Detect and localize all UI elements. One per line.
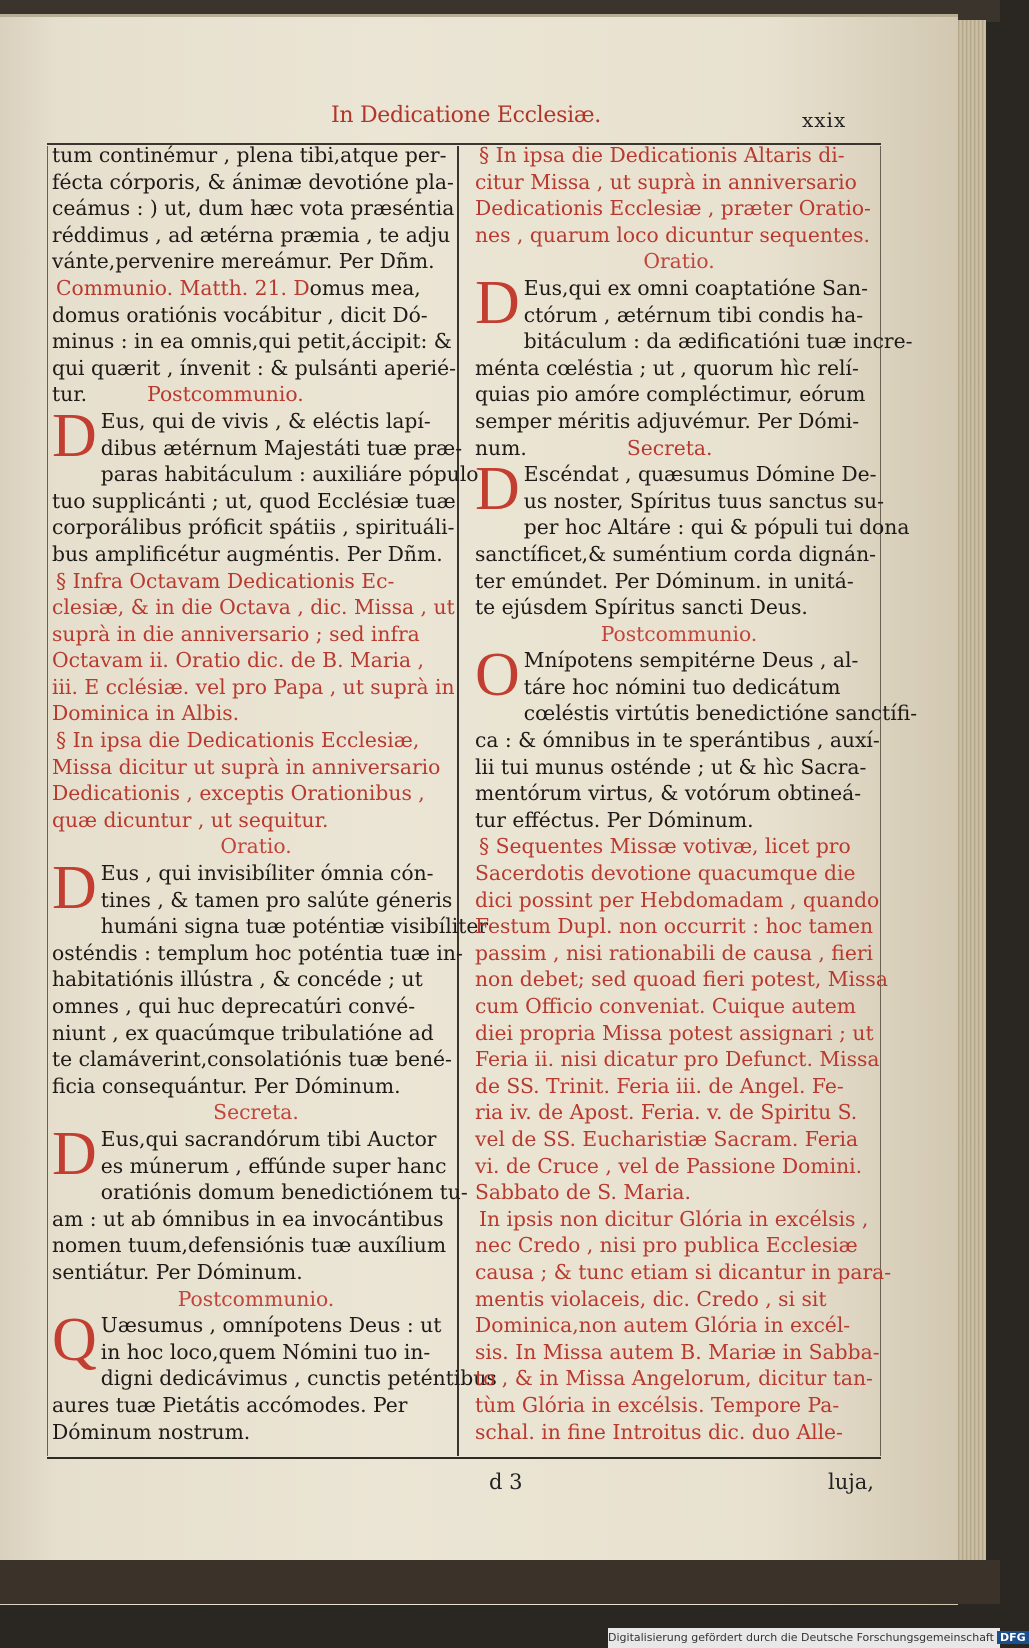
text-line: réddimus , ad ætérna præmia , te adju xyxy=(52,222,451,247)
section-heading: Secreta. xyxy=(626,435,713,460)
text-line: digni dedicávimus , cunctis peténtibus xyxy=(100,1366,497,1391)
communio-first-line: Communio. Matth. 21. Domus mea, xyxy=(56,275,421,300)
text-line: Dóminum nostrum. xyxy=(52,1419,251,1444)
section-heading: Oratio. xyxy=(643,249,715,274)
text-line: niunt , ex quacúmque tribulatióne ad xyxy=(52,1020,434,1045)
text-line: Escéndat , quæsumus Dómine De- xyxy=(523,462,877,487)
text-line: tuo supplicánti ; ut, quod Ecclésiæ tuæ xyxy=(52,488,456,513)
frame-rule-left xyxy=(47,146,48,1456)
rubric-line: vel de SS. Eucharistiæ Sacram. Feria xyxy=(475,1126,859,1151)
rubric-line: to , & in Missa Angelorum, dicitur tan- xyxy=(475,1366,873,1391)
rubric-line: suprà in die anniversario ; sed infra xyxy=(52,621,420,646)
text-line: humáni signa tuæ poténtiæ visibíliter xyxy=(100,914,489,939)
rubric-line: sis. In Missa autem B. Mariæ in Sabba- xyxy=(475,1339,880,1364)
text-line: bitáculum : da ædificatióni tuæ incre- xyxy=(523,329,913,354)
right-column xyxy=(475,142,918,1458)
text-line: vánte,pervenire mereámur. Per Dñm. xyxy=(52,249,435,274)
rubric-line: § In ipsa die Dedicationis Ecclesiæ, xyxy=(56,728,420,753)
text-line: es múnerum , effúnde super hanc xyxy=(100,1153,447,1178)
drop-initial: D xyxy=(52,854,97,923)
text-line: ca : & ómnibus in te sperántibus , auxí- xyxy=(475,728,880,753)
rubric-line: clesiæ, & in die Octava , dic. Missa , ut xyxy=(52,595,455,620)
section-heading: Postcommunio. xyxy=(147,382,304,407)
section-heading: Secreta. xyxy=(213,1100,299,1125)
text-line: Eus,qui sacrandórum tibi Auctor xyxy=(100,1126,437,1151)
text-line: mentórum virtus, & votórum obtineá- xyxy=(475,781,862,806)
text-line: Eus , qui invisibíliter ómnia cón- xyxy=(100,861,434,886)
rubric-octave xyxy=(52,568,460,728)
postcommunio-1 xyxy=(52,401,479,568)
text-line: bus amplificétur augméntis. Per Dñm. xyxy=(52,541,443,566)
rubric-line: In ipsis non dicitur Glória in excélsis , xyxy=(479,1206,869,1231)
communio xyxy=(52,275,460,408)
communio-label: Communio. Matth. 21. D xyxy=(56,275,310,300)
text-line: quias pio amóre compléctimur, eórum xyxy=(475,382,866,407)
text-line: cœléstis virtútis benedictióne sanctífi- xyxy=(523,701,918,726)
secreta xyxy=(52,1119,468,1286)
rubric-line: passim , nisi rationabili de causa , fieri xyxy=(475,940,874,965)
signature-mark: d 3 xyxy=(489,1470,523,1494)
communio-last-line: tur. Postcommunio. xyxy=(52,382,304,407)
drop-initial: D xyxy=(52,401,97,470)
text-line: táre hoc nómini tuo dedicátum xyxy=(523,674,841,699)
text-line: tines , & tamen pro salúte géneris xyxy=(100,887,453,912)
text-line: Uæsumus , omnípotens Deus : ut xyxy=(100,1313,442,1338)
text-line: tum continémur , plena tibi,atque per- xyxy=(52,143,447,167)
rubric-line: Dedicationis , exceptis Orationibus , xyxy=(52,781,425,806)
rubric-line: de SS. Trinit. Feria iii. de Angel. Fe- xyxy=(475,1073,844,1098)
rubric-line: dici possint per Hebdomadam , quando xyxy=(475,887,880,912)
drop-initial: Q xyxy=(52,1306,97,1375)
oratio-altar xyxy=(475,268,913,461)
text-line: ménta cœléstia ; ut , quorum hìc relí- xyxy=(475,355,859,380)
rubric-line: § Sequentes Missæ votivæ, licet pro xyxy=(479,834,851,859)
rubric-line: nes , quarum loco dicuntur sequentes. xyxy=(475,222,870,247)
rubric-line: non debet; sed quoad fieri potest, Missa xyxy=(475,967,888,992)
section-heading: Postcommunio. xyxy=(177,1286,335,1311)
rubric-line: § In ipsa die Dedicationis Altaris di- xyxy=(479,143,845,167)
text-line: us noster, Spíritus tuus sanctus su- xyxy=(523,488,884,513)
rubric-line: Sacerdotis devotione quacumque die xyxy=(475,861,856,886)
text-line: Eus,qui ex omni coaptatióne San- xyxy=(523,275,868,300)
text-line: aures tuæ Pietátis accómodes. Per xyxy=(52,1392,408,1417)
rubric-line: Dedicationis Ecclesiæ , præter Oratio- xyxy=(475,196,871,221)
oratio-last-line: num. Secreta. xyxy=(475,435,713,460)
text-line: tur efféctus. Per Dóminum. xyxy=(475,807,754,832)
text-line: qui quærit , ínvenit : & pulsánti aperié- xyxy=(52,355,456,380)
rubric-line: cum Officio conveniat. Cuique autem xyxy=(475,994,856,1018)
text-line: minus : in ea omnis,qui petit,áccipit: & xyxy=(52,329,452,354)
text-line: per hoc Altáre : qui & pópuli tui dona xyxy=(523,515,910,540)
drop-initial: D xyxy=(475,455,520,524)
rubric-line: Dominica,non autem Glória in excél- xyxy=(475,1313,851,1338)
rubric-line: Dominica in Albis. xyxy=(52,701,240,726)
text-line: ctórum , ætérnum tibi condis ha- xyxy=(523,302,864,327)
rubric-votive-masses xyxy=(475,833,888,1205)
text-line: domus oratiónis vocábitur , dicit Dó- xyxy=(52,302,428,327)
text-line: te ejúsdem Spíritus sancti Deus. xyxy=(475,595,808,620)
section-heading: Postcommunio. xyxy=(600,621,758,646)
rubric-gloria-credo xyxy=(475,1206,892,1445)
text-line: nomen tuum,defensiónis tuæ auxílium xyxy=(52,1233,447,1258)
text-line: Eus, qui de vivis , & eléctis lapí- xyxy=(100,408,431,433)
text-line: omnes , qui huc deprecatúri convé- xyxy=(52,994,416,1018)
rubric-line: quæ dicuntur , ut sequitur. xyxy=(52,807,329,832)
rubric-line: citur Missa , ut suprà in anniversario xyxy=(475,169,857,194)
running-head: In Dedicatione Ecclesiæ. xyxy=(331,103,601,128)
rubric-line: § Infra Octavam Dedicationis Ec- xyxy=(56,568,395,593)
rubric-line: Festum Dupl. non occurrit : hoc tamen xyxy=(475,914,874,939)
text-line: dibus ætérnum Majestáti tuæ præ- xyxy=(100,435,463,460)
rubric-line: mentis violaceis, dic. Credo , si sit xyxy=(475,1286,827,1311)
drop-initial: O xyxy=(475,641,520,710)
text-line: ficia consequántur. Per Dóminum. xyxy=(52,1073,401,1098)
section-heading: Oratio. xyxy=(220,834,292,859)
text-line: sentiátur. Per Dóminum. xyxy=(52,1259,303,1284)
text-line: ceámus : ) ut, dum hæc vota præséntia xyxy=(52,196,455,221)
text-line: oratiónis domum benedictiónem tu- xyxy=(100,1180,468,1205)
text-line: ter emúndet. Per Dóminum. in unitá- xyxy=(475,568,854,593)
rubric-line: Octavam ii. Oratio dic. de B. Maria , xyxy=(52,648,425,673)
rubric-line: Feria ii. nisi dicatur pro Defunct. Missa xyxy=(475,1047,880,1072)
text-line: paras habitáculum : auxiliáre pópulo xyxy=(100,462,479,487)
text-line: lii tui munus osténde ; ut & hìc Sacra- xyxy=(475,754,867,779)
text-line: corporálibus próficit spátiis , spirituáli- xyxy=(52,515,455,540)
rubric-altar-dedication xyxy=(475,142,883,248)
text-line: sanctíficet,& suméntium corda dignán- xyxy=(475,541,876,566)
rubric-line: ria iv. de Apost. Feria. v. de Spiritu S. xyxy=(475,1100,858,1125)
rubric-line: causa ; & tunc etiam si dicantur in para- xyxy=(475,1259,892,1284)
left-column xyxy=(52,142,497,1458)
oratio-continuation xyxy=(52,142,460,275)
folio-number: xxix xyxy=(802,108,847,132)
text-line: osténdis : templum hoc poténtia tuæ in- xyxy=(52,940,463,965)
postcommunio-2 xyxy=(52,1306,497,1445)
text-line: te clamáverint,consolatiónis tuæ bené- xyxy=(52,1047,452,1072)
text-line: in hoc loco,quem Nómini tuo in- xyxy=(100,1339,431,1364)
rubric-line: diei propria Missa potest assignari ; ut xyxy=(475,1020,874,1045)
rubric-line: vi. de Cruce , vel de Passione Domini. xyxy=(475,1153,863,1178)
rubric-line: tùm Glória in excélsis. Tempore Pa- xyxy=(475,1392,840,1417)
scan-background-bottom xyxy=(0,1560,1000,1604)
oratio xyxy=(52,854,489,1099)
text-line: habitatiónis illústra , & concéde ; ut xyxy=(52,967,423,992)
secreta-altar xyxy=(475,455,910,621)
rubric-line: Missa dicitur ut suprà in anniversario xyxy=(52,754,441,779)
text-line: am : ut ab ómnibus in ea invocántibus xyxy=(52,1206,444,1231)
rubric-line: schal. in fine Introitus dic. duo Alle- xyxy=(475,1419,843,1444)
page-edges xyxy=(958,20,986,1602)
rubric-line: nec Credo , nisi pro publica Ecclesiæ xyxy=(475,1233,858,1258)
text-line: Mnípotens sempitérne Deus , al- xyxy=(523,648,859,673)
rubric-line: Sabbato de S. Maria. xyxy=(475,1180,691,1205)
postcommunio-altar xyxy=(475,641,918,833)
rubric-line: iii. E cclésiæ. vel pro Papa , ut suprà in xyxy=(52,674,455,699)
digitization-credit xyxy=(608,1628,1026,1648)
drop-initial: D xyxy=(52,1119,97,1188)
text-line: fécta córporis, & ánimæ devotióne pla- xyxy=(52,169,454,194)
credit-text: Digitalisierung gefördert durch die Deutsche Forschungsgemeinschaft xyxy=(608,1631,994,1644)
drop-initial: D xyxy=(475,268,520,337)
dfg-logo: DFG xyxy=(997,1631,1029,1644)
catchword: luja, xyxy=(828,1470,874,1494)
text-line: semper méritis adjuvémur. Per Dómi- xyxy=(475,408,860,433)
rubric-dedication-day xyxy=(52,727,460,833)
